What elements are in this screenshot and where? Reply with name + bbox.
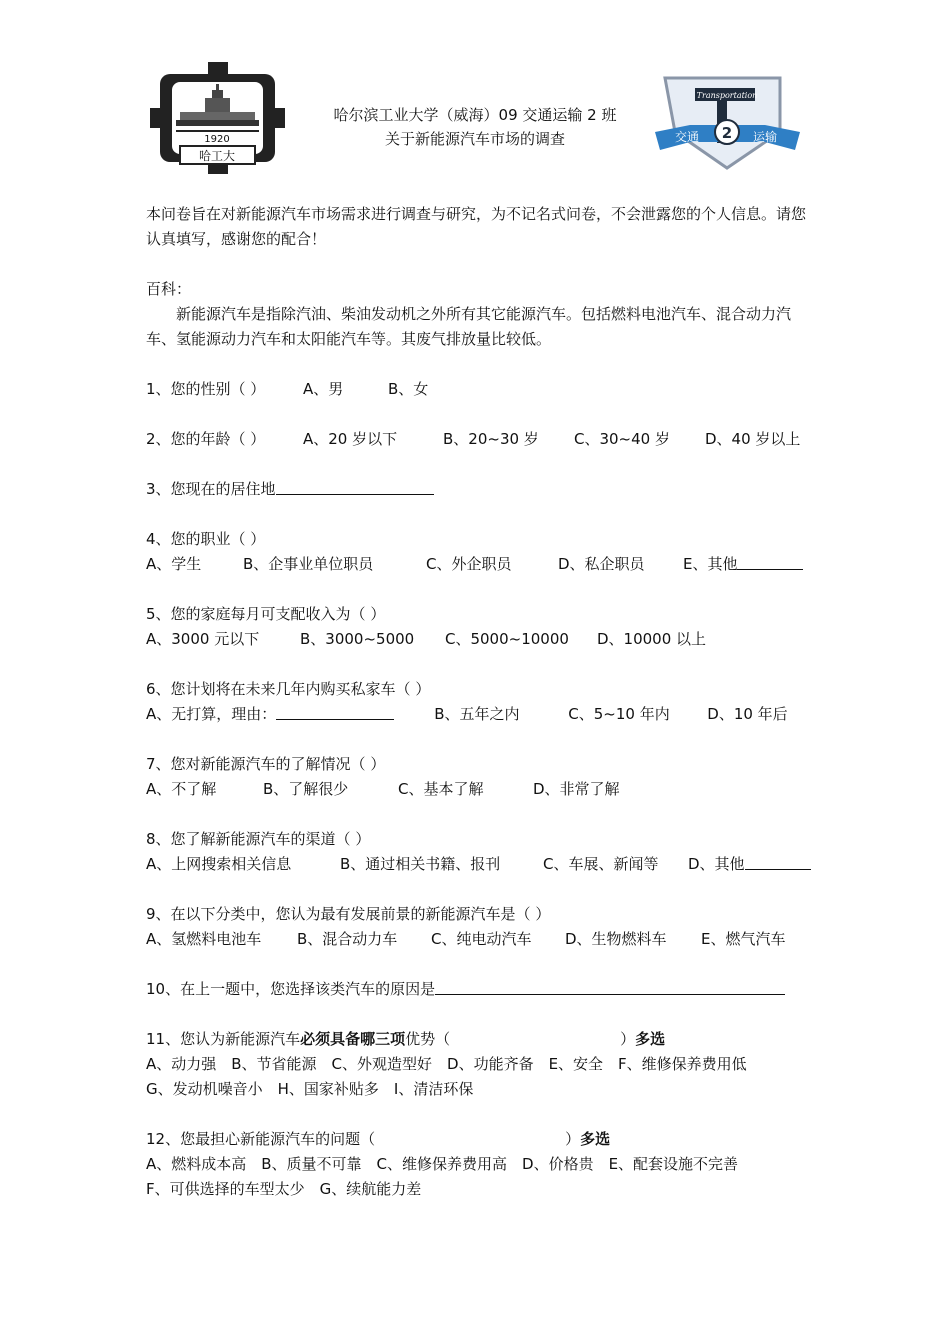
q4-option-c[interactable]: C、外企职员 xyxy=(426,555,512,573)
q4-option-a[interactable]: A、学生 xyxy=(146,555,202,573)
questionnaire-body xyxy=(146,202,811,1202)
question-5-options xyxy=(146,627,811,652)
q6-option-b[interactable]: B、五年之内 xyxy=(434,705,520,723)
baike-label: 百科： xyxy=(146,280,192,298)
university-logo xyxy=(150,62,285,174)
q2-option-a[interactable]: A、20 岁以下 xyxy=(303,430,398,448)
question-6-title xyxy=(146,677,811,702)
q2-option-d[interactable]: D、40 岁以上 xyxy=(705,430,801,448)
logo-text-a: 交通 xyxy=(674,130,700,144)
q5-text: 5、您的家庭每月可支配收入为（ ） xyxy=(146,605,386,623)
question-2 xyxy=(146,427,811,452)
question-9-options xyxy=(146,927,811,952)
q7-option-c[interactable]: C、基本了解 xyxy=(398,780,484,798)
q5-option-a[interactable]: A、3000 元以下 xyxy=(146,630,260,648)
q3-text: 3、您现在的居住地 xyxy=(146,480,276,498)
logo-year: 1920 xyxy=(204,134,230,145)
logo-banner: Transportation xyxy=(696,91,758,100)
question-1 xyxy=(146,377,811,402)
q2-option-b[interactable]: B、20~30 岁 xyxy=(443,430,539,448)
logo-number: 2 xyxy=(721,124,733,142)
question-7-title xyxy=(146,752,811,777)
question-8-options xyxy=(146,852,811,877)
question-9-title xyxy=(146,902,811,927)
q4-other-blank[interactable] xyxy=(737,552,803,570)
q8-text: 8、您了解新能源汽车的渠道（ ） xyxy=(146,830,371,848)
q5-option-c[interactable]: C、5000~10000 xyxy=(445,630,569,648)
q8-option-d[interactable]: D、其他 xyxy=(688,855,745,873)
q8-option-a[interactable]: A、上网搜索相关信息 xyxy=(146,855,292,873)
question-10 xyxy=(146,977,811,1002)
q5-option-d[interactable]: D、10000 以上 xyxy=(597,630,707,648)
q2-option-c[interactable]: C、30~40 岁 xyxy=(574,430,670,448)
q9-option-e[interactable]: E、燃气汽车 xyxy=(701,930,786,948)
question-4-options xyxy=(146,552,811,577)
q11-pre: 11、您认为新能源汽车 xyxy=(146,1030,301,1048)
logo-name: 哈工大 xyxy=(198,149,236,163)
q9-option-c[interactable]: C、纯电动汽车 xyxy=(431,930,532,948)
q12-close: ） xyxy=(565,1130,581,1148)
q6-option-a[interactable]: A、无打算，理由： xyxy=(146,705,277,723)
question-12-title xyxy=(146,1127,811,1152)
document-header xyxy=(290,103,660,151)
header-line-2: 关于新能源汽车市场的调查 xyxy=(384,130,565,148)
q4-text: 4、您的职业（ ） xyxy=(146,530,266,548)
question-5-title xyxy=(146,602,811,627)
question-3 xyxy=(146,477,811,502)
question-4-title xyxy=(146,527,811,552)
q11-post: 优势（ xyxy=(405,1030,451,1048)
intro-paragraph: 本问卷旨在对新能源汽车市场需求进行调查与研究，为不记名式问卷，不会泄露您的个人信息。请您认真填写，感谢您的配合！ xyxy=(146,205,807,248)
q11-close: ） xyxy=(620,1030,636,1048)
q4-option-d[interactable]: D、私企职员 xyxy=(558,555,645,573)
baike-paragraph: 新能源汽车是指除汽油、柴油发动机之外所有其它能源汽车。包括燃料电池汽车、混合动力汽车、氢能源动力汽车和太阳能汽车等。其废气排放量比较低。 xyxy=(146,305,792,348)
q7-option-b[interactable]: B、了解很少 xyxy=(263,780,349,798)
q1-option-b[interactable]: B、女 xyxy=(388,380,429,398)
q8-other-blank[interactable] xyxy=(745,852,811,870)
q10-answer-blank[interactable] xyxy=(435,977,785,995)
q12-pre: 12、您最担心新能源汽车的问题（ xyxy=(146,1130,376,1148)
class-logo xyxy=(655,70,800,170)
q4-option-e[interactable]: E、其他 xyxy=(683,555,738,573)
q12-options-line-2[interactable]: F、可供选择的车型太少 G、续航能力差 xyxy=(146,1180,422,1198)
q9-option-a[interactable]: A、氢燃料电池车 xyxy=(146,930,262,948)
q9-option-b[interactable]: B、混合动力车 xyxy=(297,930,398,948)
q9-text: 9、在以下分类中，您认为最有发展前景的新能源汽车是（ ） xyxy=(146,905,551,923)
q10-text: 10、在上一题中，您选择该类汽车的原因是 xyxy=(146,980,436,998)
q1-option-a[interactable]: A、男 xyxy=(303,380,344,398)
q6-option-c[interactable]: C、5~10 年内 xyxy=(568,705,670,723)
logo-text-b: 运输 xyxy=(752,130,778,144)
q7-option-d[interactable]: D、非常了解 xyxy=(533,780,620,798)
q11-options-line-1[interactable]: A、动力强 B、节省能源 C、外观造型好 D、功能齐备 E、安全 F、维修保养费用低 xyxy=(146,1055,747,1073)
question-6-options xyxy=(146,702,811,727)
q6-option-d[interactable]: D、10 年后 xyxy=(707,705,788,723)
header-line-1: 哈尔滨工业大学（威海）09 交通运输 2 班 xyxy=(333,106,617,124)
q7-option-a[interactable]: A、不了解 xyxy=(146,780,217,798)
q8-option-c[interactable]: C、车展、新闻等 xyxy=(543,855,659,873)
q6-reason-blank[interactable] xyxy=(276,702,394,720)
q5-option-b[interactable]: B、3000~5000 xyxy=(300,630,415,648)
question-11-title xyxy=(146,1027,811,1052)
q2-text: 2、您的年龄（ ） xyxy=(146,430,266,448)
q12-multi-label: 多选 xyxy=(580,1130,611,1148)
q1-text: 1、您的性别（ ） xyxy=(146,380,266,398)
q11-emphasis: 必须具备哪三项 xyxy=(300,1030,406,1048)
q8-option-b[interactable]: B、通过相关书籍、报刊 xyxy=(340,855,501,873)
q9-option-d[interactable]: D、生物燃料车 xyxy=(565,930,667,948)
q7-text: 7、您对新能源汽车的了解情况（ ） xyxy=(146,755,386,773)
q4-option-b[interactable]: B、企事业单位职员 xyxy=(243,555,374,573)
question-7-options xyxy=(146,777,811,802)
q11-options-line-2[interactable]: G、发动机噪音小 H、国家补贴多 I、清洁环保 xyxy=(146,1080,474,1098)
q11-multi-label: 多选 xyxy=(635,1030,666,1048)
q6-text: 6、您计划将在未来几年内购买私家车（ ） xyxy=(146,680,431,698)
q3-answer-blank[interactable] xyxy=(276,477,434,495)
q12-options-line-1[interactable]: A、燃料成本高 B、质量不可靠 C、维修保养费用高 D、价格贵 E、配套设施不完善 xyxy=(146,1155,739,1173)
question-8-title xyxy=(146,827,811,852)
q11-answer-space[interactable] xyxy=(450,1027,620,1052)
q12-answer-space[interactable] xyxy=(375,1127,565,1152)
